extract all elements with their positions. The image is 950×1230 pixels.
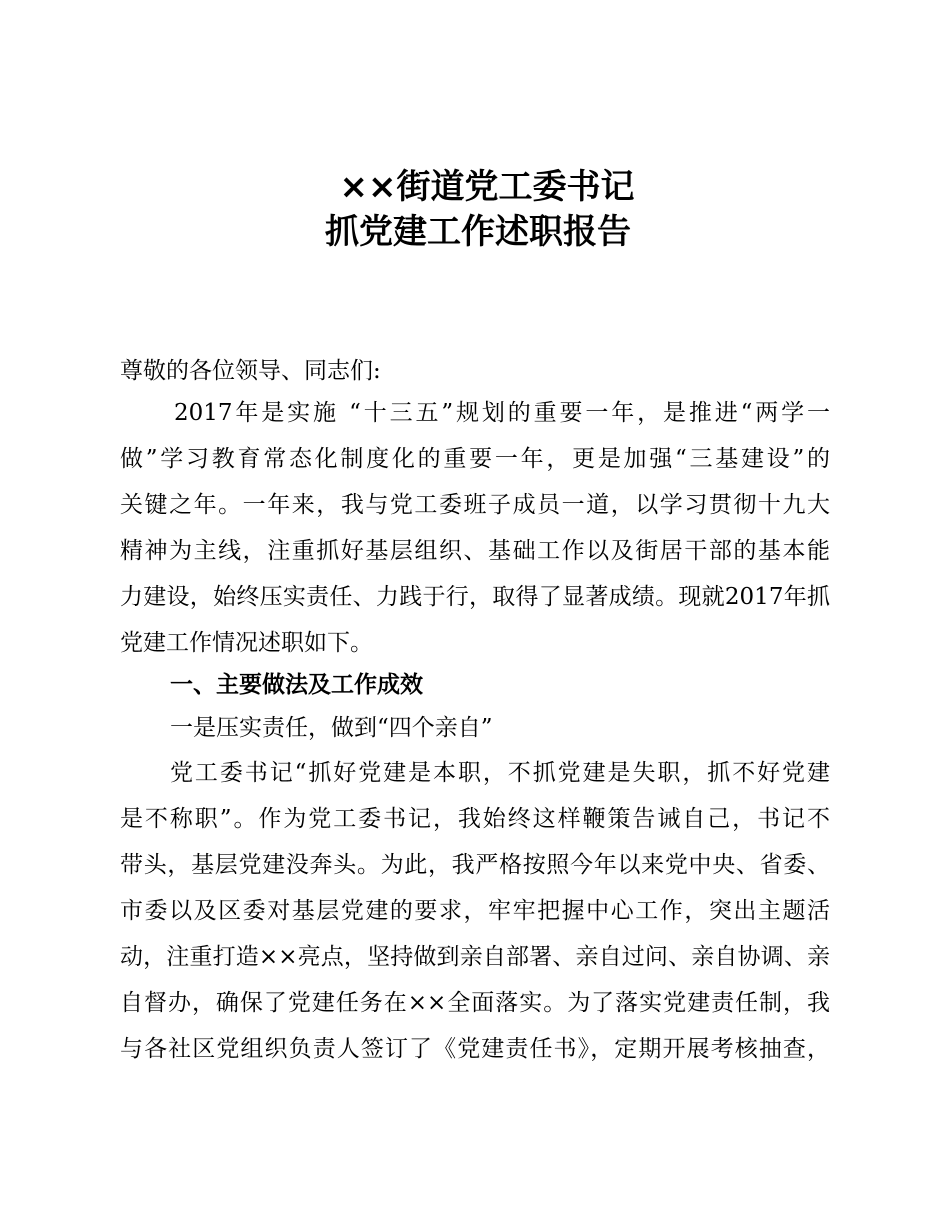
- intro-line-6: 党建工作情况述职如下。: [120, 630, 373, 656]
- body-line-7: 与各社区党组织负责人签订了《党建责任书》，定期开展考核抽查，: [120, 1036, 830, 1062]
- body-line-6: 自督办，确保了党建任务在××全面落实。为了落实党建责任制，我: [120, 990, 830, 1016]
- intro-line-1: 2017年是实施 “十三五”规划的重要一年，是推进“两学一: [174, 400, 830, 426]
- subsection-heading: 一是压实责任，做到“四个亲自”: [170, 715, 493, 741]
- salutation: 尊敬的各位领导、同志们:: [120, 358, 381, 384]
- body-line-5: 动，注重打造××亮点，坚持做到亲自部署、亲自过问、亲自协调、亲: [120, 944, 830, 970]
- section-heading: 一、主要做法及工作成效: [170, 672, 423, 698]
- body-line-4: 市委以及区委对基层党建的要求，牢牢把握中心工作，突出主题活: [120, 898, 830, 924]
- body-line-3: 带头，基层党建没奔头。为此，我严格按照今年以来党中央、省委、: [120, 852, 830, 878]
- body-line-1: 党工委书记“抓好党建是本职，不抓党建是失职，抓不好党建: [170, 760, 830, 786]
- intro-line-5: 力建设，始终压实责任、力践于行，取得了显著成绩。现就2017年抓: [120, 584, 830, 610]
- body-line-2: 是不称职”。作为党工委书记，我始终这样鞭策告诫自己，书记不: [120, 806, 830, 832]
- intro-line-2: 做”学习教育常态化制度化的重要一年，更是加强“三基建设”的: [120, 446, 830, 472]
- document-title-line-2: 抓党建工作述职报告: [325, 212, 631, 252]
- document-title-line-1: ××街道党工委书记: [339, 167, 635, 207]
- intro-line-4: 精神为主线，注重抓好基层组织、基础工作以及街居干部的基本能: [120, 538, 830, 564]
- intro-line-3: 关键之年。一年来，我与党工委班子成员一道，以学习贯彻十九大: [120, 492, 830, 518]
